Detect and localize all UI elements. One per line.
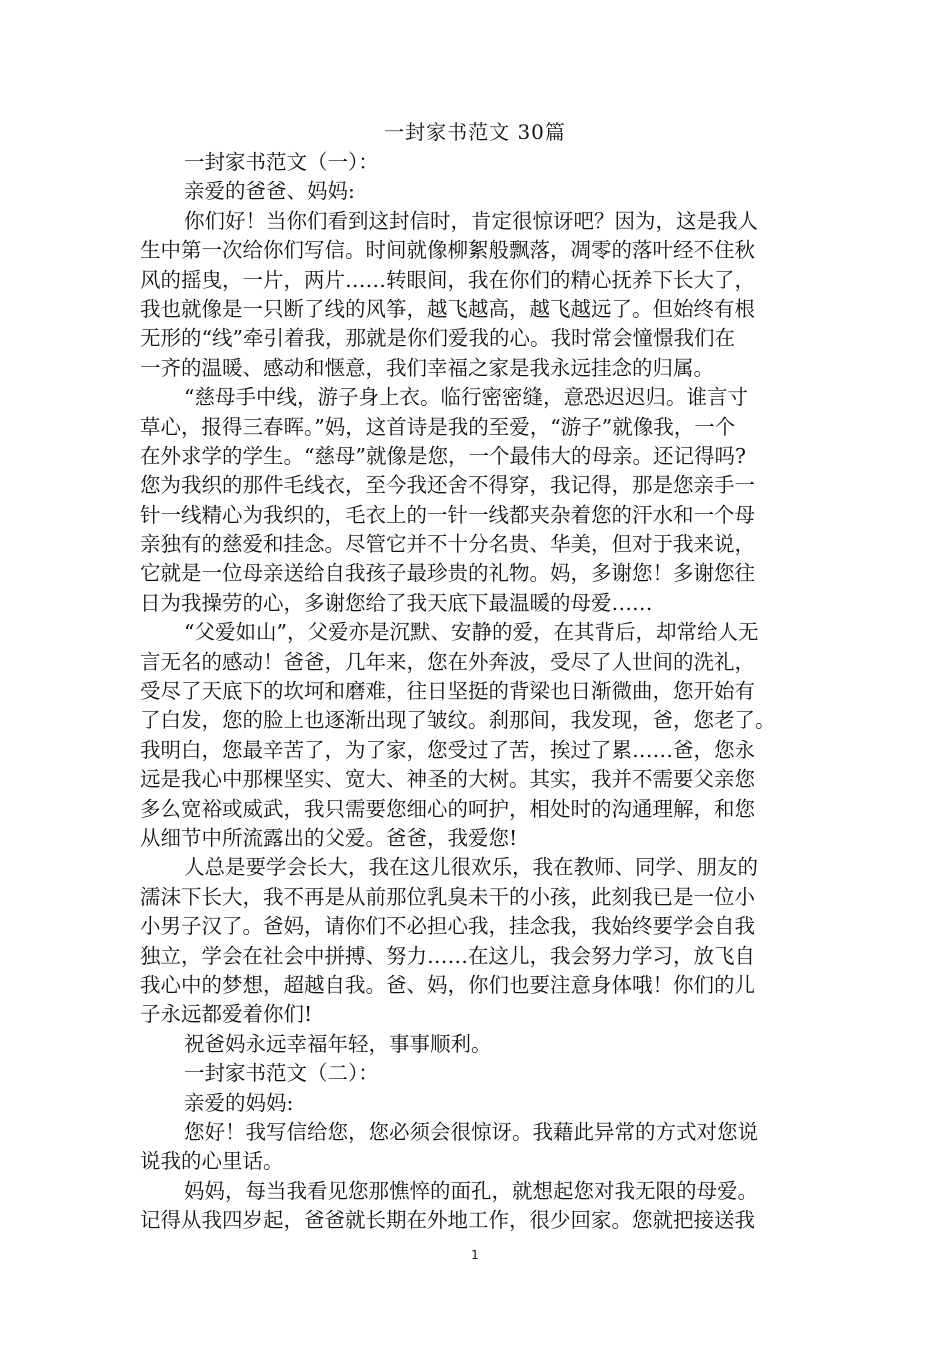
text-line: 在外求学的学生。“慈母”就像是您，一个最伟大的母亲。还记得吗? — [140, 443, 746, 468]
text-line: 您好！我写信给您，您必须会很惊讶。我藉此异常的方式对您说 — [184, 1119, 758, 1144]
text-line: 生中第一次给你们写信。时间就像柳絮般飘落，凋零的落叶经不住秋 — [140, 238, 755, 263]
text-line: “父爱如山”，父爱亦是沉默、安静的爱，在其背后，却常给人无 — [184, 620, 759, 645]
document-body — [140, 148, 806, 1235]
text-line: 日为我操劳的心，多谢您给了我天底下最温暖的母爱…… — [140, 590, 653, 615]
text-line: 亲爱的爸爸、妈妈: — [184, 179, 355, 204]
text-line: 它就是一位母亲送给自我孩子最珍贵的礼物。妈，多谢您！多谢您往 — [140, 561, 755, 586]
text-line: 妈妈，每当我看见您那憔悴的面孔，就想起您对我无限的母爱。 — [184, 1178, 758, 1203]
text-line: 了白发，您的脸上也逐渐出现了皱纹。刹那间，我发现，爸，您老了。 — [140, 708, 776, 733]
text-line: 言无名的感动！爸爸，几年来，您在外奔波，受尽了人世间的洗礼， — [140, 649, 755, 674]
text-line: 子永远都爱着你们! — [140, 1002, 313, 1027]
text-line: “慈母手中线，游子身上衣。临行密密缝，意恐迟迟归。谁言寸 — [184, 385, 748, 410]
text-line: 远是我心中那棵坚实、宽大、神圣的大树。其实，我并不需要父亲您 — [140, 767, 755, 792]
page-number: 1 — [471, 1248, 479, 1262]
text-line: 草心，报得三春晖。”妈，这首诗是我的至爱，“游子”就像我，一个 — [140, 414, 736, 439]
text-line: 独立，学会在社会中拼搏、努力……在这儿，我会努力学习，放飞自 — [140, 943, 755, 968]
text-line: 我也就像是一只断了线的风筝，越飞越高，越飞越远了。但始终有根 — [140, 296, 755, 321]
text-line: 记得从我四岁起，爸爸就长期在外地工作，很少回家。您就把接送我 — [140, 1208, 755, 1233]
text-line: 一齐的温暖、感动和惬意，我们幸福之家是我永远挂念的归属。 — [140, 355, 714, 380]
text-line: 一封家书范文（二）： — [184, 1061, 379, 1086]
text-line: 祝爸妈永远幸福年轻，事事顺利。 — [184, 1031, 492, 1056]
text-line: 亲爱的妈妈: — [184, 1090, 294, 1115]
text-line: 你们好！当你们看到这封信时，肯定很惊讶吧？因为，这是我人 — [184, 208, 758, 233]
text-line: 风的摇曳，一片，两片……转眼间，我在你们的精心抚养下长大了， — [140, 267, 755, 292]
text-line: 人总是要学会长大，我在这儿很欢乐，我在教师、同学、朋友的 — [184, 855, 758, 880]
text-line: 多么宽裕或威武，我只需要您细心的呵护，相处时的沟通理解，和您 — [140, 796, 755, 821]
text-line: 受尽了天底下的坎坷和磨难，往日坚挺的背梁也日渐微曲，您开始有 — [140, 679, 755, 704]
text-line: 亲独有的慈爱和挂念。尽管它并不十分名贵、华美，但对于我来说， — [140, 532, 755, 557]
text-line: 小男子汉了。爸妈，请你们不必担心我，挂念我，我始终要学会自我 — [140, 914, 755, 939]
text-line: 无形的“线”牵引着我，那就是你们爱我的心。我时常会憧憬我们在 — [140, 326, 735, 351]
text-line: 我心中的梦想，超越自我。爸、妈，你们也要注意身体哦！你们的儿 — [140, 972, 755, 997]
text-line: 濡沫下长大，我不再是从前那位乳臭未干的小孩，此刻我已是一位小 — [140, 884, 755, 909]
text-line: 针一线精心为我织的，毛衣上的一针一线都夹杂着您的汗水和一个母 — [140, 502, 755, 527]
text-line: 您为我织的那件毛线衣，至今我还舍不得穿，我记得，那是您亲手一 — [140, 473, 755, 498]
text-line: 一封家书范文（一）： — [184, 150, 379, 174]
text-line: 我明白，您最辛苦了，为了家，您受过了苦，挨过了累……爸，您永 — [140, 737, 755, 762]
text-line: 从细节中所流露出的父爱。爸爸，我爱您! — [140, 825, 518, 850]
text-line: 说我的心里话。 — [140, 1149, 284, 1174]
document-title: 一封家书范文 30篇 — [384, 120, 566, 144]
